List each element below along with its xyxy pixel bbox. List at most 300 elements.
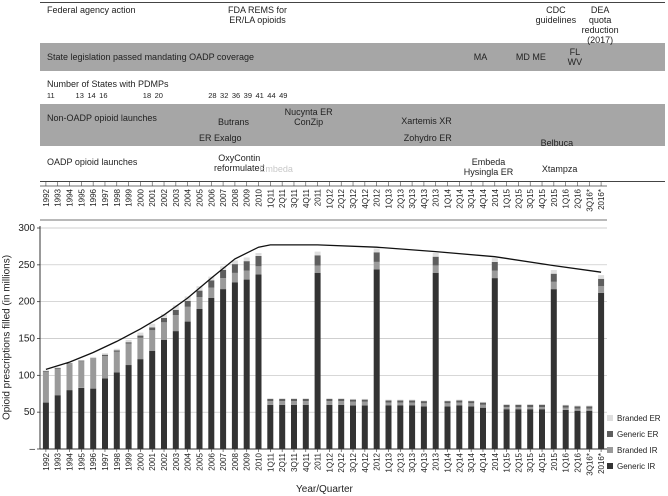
x-tick-label-1993: 1993 (53, 453, 63, 471)
top-tick-label-2001: 2001 (148, 189, 158, 207)
bar-branded-ir-2009 (244, 271, 250, 280)
bar-generic-er-1q12 (326, 399, 332, 401)
top-tick-label-2q12: 2Q12 (337, 189, 347, 209)
top-tick-label-2015: 2015 (549, 189, 559, 207)
legend-item-branded-ir (607, 446, 657, 456)
bar-generic-ir-3q16 (586, 411, 592, 449)
pdmp-count-11: 11 (46, 91, 55, 100)
bar-generic-ir-2q14 (456, 406, 462, 450)
event-state-ma: MA (473, 52, 488, 62)
top-tick-label-2q13: 2Q13 (396, 189, 406, 209)
top-tick-label-2003: 2003 (171, 189, 181, 207)
legend-label-branded-ir: Branded IR (617, 446, 658, 455)
bar-branded-er-2q14 (456, 400, 462, 401)
top-tick-label-2q15: 2Q15 (514, 189, 524, 209)
top-tick-label-2008: 2008 (230, 189, 240, 207)
x-tick-label-4q14: 4Q14 (478, 453, 488, 473)
bar-branded-ir-1q15 (504, 407, 510, 409)
top-tick-label-1996: 1996 (89, 189, 99, 207)
bar-generic-ir-4q12 (362, 406, 368, 450)
bar-generic-er-1997 (102, 355, 108, 357)
pdmp-count-41: 41 (255, 91, 264, 100)
bar-generic-ir-4q11 (303, 405, 309, 449)
bar-branded-er-1q14 (445, 400, 451, 401)
bar-branded-ir-3q12 (350, 402, 356, 406)
bar-generic-er-2009 (244, 261, 250, 271)
x-tick-label-2005: 2005 (195, 453, 205, 471)
pdmp-count-49: 49 (279, 91, 288, 100)
bar-branded-ir-2007 (220, 278, 226, 289)
x-tick-label-3q15: 3Q15 (526, 453, 536, 473)
bar-generic-ir-2001 (149, 351, 155, 449)
bar-branded-ir-2001 (149, 330, 155, 351)
pdmp-count-13: 13 (75, 91, 84, 100)
x-tick-label-1996: 1996 (89, 453, 99, 471)
x-tick-label-1995: 1995 (77, 453, 87, 471)
x-tick-label-2010: 2010 (254, 453, 264, 471)
top-tick-label-2007: 2007 (219, 189, 229, 207)
bar-branded-er-1993 (55, 367, 61, 368)
x-tick-label-2004: 2004 (183, 453, 193, 471)
bar-generic-ir-3q13 (409, 406, 415, 450)
legend-item-branded-er (607, 414, 661, 424)
bar-generic-er-3q11 (291, 399, 297, 401)
bar-generic-er-3q12 (350, 400, 356, 402)
bar-generic-er-4q15 (539, 405, 545, 407)
bar-branded-er-4q15 (539, 404, 545, 405)
top-tick-label-1999: 1999 (124, 189, 134, 207)
x-tick-label-2000: 2000 (136, 453, 146, 471)
bar-branded-er-1998 (114, 349, 120, 351)
bar-branded-ir-2011 (315, 266, 321, 273)
bar-generic-er-2q13 (397, 400, 403, 402)
top-tick-label-4q13: 4Q13 (419, 189, 429, 209)
bar-generic-er-1993 (55, 368, 61, 369)
x-tick-label-2003: 2003 (171, 453, 181, 471)
bar-branded-er-4q14 (480, 402, 486, 403)
event-state-fl-wv: FL WV (567, 47, 583, 67)
bar-branded-er-2010 (256, 253, 262, 256)
bar-generic-er-2015 (551, 274, 557, 282)
pdmp-count-39: 39 (243, 91, 252, 100)
bar-generic-ir-1994 (67, 390, 73, 449)
bar-generic-er-4q11 (303, 399, 309, 401)
pdmp-count-44: 44 (267, 91, 276, 100)
bar-generic-er-4q13 (421, 401, 427, 403)
bar-branded-er-3q15 (527, 404, 533, 405)
bar-generic-er-2016 (598, 279, 604, 286)
top-tick-label-2q11: 2Q11 (278, 189, 288, 208)
bar-branded-ir-1992 (43, 372, 49, 403)
bar-branded-er-3q11 (291, 398, 297, 399)
event-er-exalgo: ER Exalgo (199, 133, 242, 143)
bar-generic-er-1992 (43, 371, 49, 372)
top-tick-label-1997: 1997 (100, 189, 110, 207)
x-tick-label-2q13: 2Q13 (396, 453, 406, 473)
x-tick-label-1999: 1999 (124, 453, 134, 471)
x-tick-label-1q13: 1Q13 (384, 453, 394, 473)
y-tick-label-0: – (29, 444, 35, 455)
bar-generic-ir-1998 (114, 372, 120, 449)
bar-branded-er-2016 (598, 275, 604, 279)
bar-branded-ir-1q16 (563, 408, 569, 410)
y-axis-title: Opioid prescriptions filled (in millions) (1, 254, 13, 421)
bar-generic-ir-4q15 (539, 409, 545, 449)
pdmp-count-36: 36 (231, 91, 241, 100)
federal-agency-heading: Federal agency action (47, 5, 136, 15)
x-tick-label-4q13: 4Q13 (419, 453, 429, 473)
bar-generic-er-1996 (90, 358, 96, 359)
y-tick-label-250: 250 (18, 259, 35, 271)
top-tick-label-1q16: 1Q16 (561, 189, 571, 209)
bar-branded-ir-4q15 (539, 407, 545, 409)
state-legislation-heading: State legislation passed mandating OADP coverage (47, 52, 254, 62)
bar-branded-ir-2010 (256, 266, 262, 274)
x-tick-label-3q14: 3Q14 (467, 453, 477, 473)
bar-branded-er-2q12 (338, 398, 344, 399)
bar-branded-ir-2014 (492, 271, 498, 278)
bar-branded-er-3q16 (586, 406, 592, 407)
bar-branded-er-1q16 (563, 405, 569, 406)
bar-generic-er-2q11 (279, 399, 285, 401)
top-tick-label-1q12: 1Q12 (325, 189, 335, 209)
x-tick-label-2009: 2009 (242, 453, 252, 471)
x-tick-label-1994: 1994 (65, 453, 75, 471)
bar-branded-ir-2q15 (515, 407, 521, 409)
bar-branded-er-2011 (315, 252, 321, 256)
bar-branded-ir-2002 (161, 322, 167, 340)
legend-label-branded-er: Branded ER (617, 414, 661, 423)
bar-branded-er-3q14 (468, 400, 474, 401)
bar-generic-er-2q14 (456, 400, 462, 402)
x-tick-label-3q12: 3Q12 (349, 453, 359, 473)
bar-generic-er-3q13 (409, 400, 415, 402)
x-tick-label-4q12: 4Q12 (360, 453, 370, 473)
bar-generic-er-2000 (137, 336, 143, 338)
bar-generic-ir-2012 (374, 269, 380, 449)
event-zohydro-er: Zohydro ER (403, 133, 452, 143)
bar-branded-ir-2q13 (397, 403, 403, 406)
bar-branded-ir-2000 (137, 338, 143, 359)
bar-generic-ir-3q15 (527, 409, 533, 449)
bar-branded-er-1999 (126, 340, 132, 342)
bar-generic-er-2013 (433, 257, 439, 266)
bar-generic-ir-1q12 (326, 405, 332, 449)
bar-generic-ir-2q13 (397, 406, 403, 450)
event-nucynta-conzip: Nucynta ER ConZip (284, 107, 333, 127)
x-tick-label-3q16: 3Q16* (585, 453, 595, 476)
bar-generic-ir-1q16 (563, 410, 569, 449)
bar-branded-er-2015 (551, 270, 557, 274)
x-tick-label-1998: 1998 (112, 453, 122, 471)
bar-generic-er-1q16 (563, 406, 569, 408)
bar-generic-er-2014 (492, 262, 498, 271)
bar-branded-er-2q15 (515, 404, 521, 405)
x-tick-label-2006: 2006 (207, 453, 217, 471)
bar-generic-ir-1993 (55, 395, 61, 449)
legend-swatch-generic-ir (607, 463, 613, 469)
event-state-md-me: MD ME (515, 52, 546, 62)
bar-branded-er-2000 (137, 333, 143, 336)
x-tick-label-2012: 2012 (372, 453, 382, 471)
bar-branded-ir-3q11 (291, 401, 297, 405)
bar-branded-ir-2q14 (456, 403, 462, 406)
legend-item-generic-ir (607, 462, 655, 472)
bar-branded-er-1q11 (267, 398, 273, 399)
bar-branded-er-2q11 (279, 398, 285, 399)
bar-branded-er-4q11 (303, 398, 309, 399)
bar-branded-ir-2004 (185, 307, 191, 322)
bar-generic-er-1q15 (504, 405, 510, 407)
oadp-heading: OADP opioid launches (47, 157, 138, 167)
bar-generic-er-3q16 (586, 406, 592, 408)
bar-generic-ir-1996 (90, 389, 96, 449)
bar-branded-ir-3q16 (586, 409, 592, 411)
bar-generic-ir-4q13 (421, 406, 427, 449)
bar-branded-er-4q13 (421, 400, 427, 401)
bar-branded-ir-2012 (374, 262, 380, 269)
bar-branded-er-1997 (102, 353, 108, 355)
bar-branded-ir-1996 (90, 359, 96, 389)
pdmp-count-28: 28 (208, 91, 217, 100)
x-tick-label-2002: 2002 (160, 453, 170, 471)
bar-generic-er-2002 (161, 318, 167, 322)
bar-generic-er-1998 (114, 350, 120, 352)
bar-generic-er-1q11 (267, 399, 273, 401)
bar-generic-ir-2005 (197, 309, 203, 449)
event-belbuca: Belbuca (540, 138, 574, 148)
pdmp-count-14: 14 (87, 91, 96, 100)
bar-generic-ir-2q15 (515, 409, 521, 449)
bar-generic-ir-2008 (232, 283, 238, 450)
x-tick-label-1q11: 1Q11 (266, 453, 276, 472)
bar-generic-ir-2013 (433, 273, 439, 449)
bar-branded-ir-2008 (232, 273, 238, 283)
top-tick-label-2000: 2000 (136, 189, 146, 207)
top-tick-label-1995: 1995 (77, 189, 87, 207)
bar-branded-er-2014 (492, 258, 498, 262)
event-dea-quota-reduction: DEA quota reduction (2017) (581, 5, 619, 45)
bar-generic-ir-1997 (102, 378, 108, 449)
bar-generic-ir-1995 (78, 388, 84, 449)
x-tick-label-1q15: 1Q15 (502, 453, 512, 473)
bar-branded-ir-1q13 (386, 403, 392, 406)
bar-branded-er-2q16 (575, 406, 581, 407)
event-fda-rems: FDA REMS for ER/LA opioids (228, 5, 288, 25)
bar-branded-er-1q13 (386, 400, 392, 401)
bar-branded-er-1992 (43, 370, 49, 371)
bar-branded-er-2001 (149, 324, 155, 328)
bar-branded-ir-3q13 (409, 403, 415, 406)
bar-branded-er-3q12 (350, 399, 356, 400)
top-tick-label-2011: 2011 (313, 189, 323, 207)
bar-generic-ir-3q11 (291, 405, 297, 449)
top-tick-label-2010: 2010 (254, 189, 264, 207)
bar-branded-ir-1998 (114, 352, 120, 373)
bar-branded-er-1q12 (326, 398, 332, 399)
y-tick-label-200: 200 (18, 296, 35, 308)
bar-generic-ir-2q11 (279, 405, 285, 449)
bar-generic-ir-1q11 (267, 405, 273, 449)
bar-branded-ir-1993 (55, 369, 61, 396)
bar-generic-er-1995 (78, 361, 84, 362)
bar-generic-er-2010 (256, 256, 262, 266)
pdmp-count-16: 16 (99, 91, 108, 100)
bar-branded-ir-1999 (126, 344, 132, 365)
bar-generic-er-2011 (315, 255, 321, 265)
top-tick-label-2013: 2013 (431, 189, 441, 207)
bar-branded-ir-2q11 (279, 401, 285, 405)
bar-generic-er-2q15 (515, 405, 521, 407)
bar-generic-er-3q15 (527, 405, 533, 407)
x-tick-label-2008: 2008 (230, 453, 240, 471)
bar-generic-er-2003 (173, 310, 179, 315)
x-tick-label-4q15: 4Q15 (538, 453, 548, 473)
bar-generic-ir-2003 (173, 331, 179, 449)
top-tick-label-1q15: 1Q15 (502, 189, 512, 209)
bar-branded-ir-2015 (551, 282, 557, 289)
top-tick-label-1992: 1992 (41, 189, 51, 207)
legend-swatch-branded-er (607, 415, 613, 421)
y-tick-label-150: 150 (18, 333, 35, 345)
bar-branded-ir-3q15 (527, 407, 533, 409)
pdmp-count-18: 18 (142, 91, 152, 100)
legend-item-generic-er (607, 430, 658, 440)
bar-generic-er-2005 (197, 291, 203, 298)
bar-branded-er-1q15 (504, 404, 510, 405)
bar-generic-ir-2002 (161, 340, 167, 449)
top-tick-label-1993: 1993 (53, 189, 63, 207)
bar-generic-er-1q14 (445, 401, 451, 403)
top-tick-label-3q16: 3Q16* (585, 189, 595, 212)
bar-generic-er-2001 (149, 327, 155, 330)
bar-generic-er-1994 (67, 364, 73, 365)
bar-generic-ir-1q15 (504, 409, 510, 449)
y-tick-label-300: 300 (18, 223, 35, 234)
bar-branded-ir-1995 (78, 361, 84, 388)
bar-generic-ir-1q14 (445, 406, 451, 449)
event-butrans: Butrans (218, 117, 250, 127)
bar-generic-er-1q13 (386, 400, 392, 402)
x-tick-label-1q14: 1Q14 (443, 453, 453, 473)
bar-generic-ir-2006 (208, 298, 214, 449)
y-tick-label-100: 100 (18, 370, 35, 382)
non-oadp-heading: Non-OADP opioid launches (47, 113, 157, 123)
top-tick-label-4q11: 4Q11 (301, 189, 311, 208)
bar-branded-ir-2005 (197, 297, 203, 309)
x-tick-label-1992: 1992 (41, 453, 51, 471)
bar-generic-ir-1992 (43, 403, 49, 449)
bar-generic-er-4q12 (362, 400, 368, 402)
top-tick-label-3q15: 3Q15 (526, 189, 536, 209)
bar-generic-ir-2007 (220, 289, 226, 449)
x-tick-label-2q14: 2Q14 (455, 453, 465, 473)
bar-generic-ir-1999 (126, 365, 132, 449)
bar-branded-er-2012 (374, 249, 380, 253)
legend-label-generic-er: Generic ER (617, 430, 659, 439)
top-tick-label-3q12: 3Q12 (349, 189, 359, 209)
bar-branded-er-2q13 (397, 400, 403, 401)
bar-generic-er-4q14 (480, 403, 486, 405)
bar-generic-er-2008 (232, 264, 238, 273)
top-tick-label-2q14: 2Q14 (455, 189, 465, 209)
top-tick-label-1994: 1994 (65, 189, 75, 207)
x-tick-label-1q12: 1Q12 (325, 453, 335, 473)
bar-generic-ir-2016 (598, 293, 604, 449)
x-tick-label-1q16: 1Q16 (561, 453, 571, 473)
top-tick-label-1q13: 1Q13 (384, 189, 394, 209)
bar-branded-ir-2006 (208, 288, 214, 298)
bar-generic-ir-2010 (256, 274, 262, 449)
event-xtampza: Xtampza (541, 164, 578, 174)
bar-branded-ir-1q14 (445, 403, 451, 406)
legend-swatch-branded-ir (607, 447, 613, 453)
bar-generic-er-3q14 (468, 401, 474, 403)
bar-generic-er-1999 (126, 342, 132, 344)
bar-branded-ir-4q14 (480, 405, 486, 408)
bar-branded-ir-2003 (173, 315, 179, 331)
bar-branded-ir-4q11 (303, 401, 309, 405)
bar-branded-ir-2q12 (338, 401, 344, 405)
bar-branded-ir-1q12 (326, 401, 332, 405)
bar-branded-ir-2013 (433, 266, 439, 273)
top-tick-label-3q11: 3Q11 (289, 189, 299, 208)
event-cdc-guidelines: CDC guidelines (535, 5, 577, 25)
bar-generic-ir-2q16 (575, 411, 581, 449)
x-tick-label-2001: 2001 (148, 453, 158, 471)
bar-branded-ir-1997 (102, 356, 108, 378)
bar-generic-ir-2000 (137, 359, 143, 449)
bar-generic-ir-2011 (315, 273, 321, 449)
x-tick-label-2016: 2016* (597, 453, 607, 474)
x-tick-label-2q15: 2Q15 (514, 453, 524, 473)
x-tick-label-2013: 2013 (431, 453, 441, 471)
bar-branded-ir-2q16 (575, 409, 581, 411)
bar-generic-er-2q12 (338, 399, 344, 401)
x-axis-title: Year/Quarter (296, 484, 353, 495)
top-tick-label-2q16: 2Q16 (573, 189, 583, 209)
pdmp-count-32: 32 (220, 91, 229, 100)
x-tick-label-3q13: 3Q13 (408, 453, 418, 473)
bar-generic-ir-3q14 (468, 406, 474, 449)
bar-generic-ir-2004 (185, 322, 191, 449)
bar-branded-er-2009 (244, 258, 250, 262)
event-embeda-hysingla: Embeda Hysingla ER (463, 157, 514, 177)
top-tick-label-2014: 2014 (490, 189, 500, 207)
bar-generic-er-2006 (208, 280, 214, 287)
x-tick-label-2q12: 2Q12 (337, 453, 347, 473)
event-oxycontin-reformulated: OxyContin reformulated (214, 153, 265, 173)
x-tick-label-2011: 2011 (313, 453, 323, 471)
bar-generic-er-2q16 (575, 406, 581, 408)
pdmp-count-20: 20 (154, 91, 163, 100)
bar-generic-er-2004 (185, 301, 191, 307)
x-tick-label-2014: 2014 (490, 453, 500, 471)
top-tick-label-4q14: 4Q14 (478, 189, 488, 209)
top-tick-label-3q14: 3Q14 (467, 189, 477, 209)
bar-generic-ir-2q12 (338, 405, 344, 449)
x-tick-label-1997: 1997 (100, 453, 110, 471)
top-tick-label-2012: 2012 (372, 189, 382, 207)
x-tick-label-2015: 2015 (549, 453, 559, 471)
bar-branded-ir-1994 (67, 364, 73, 390)
bar-branded-ir-4q12 (362, 402, 368, 406)
event-xartemis-xr: Xartemis XR (401, 116, 452, 126)
top-tick-label-2009: 2009 (242, 189, 252, 207)
top-tick-label-2016: 2016* (597, 189, 607, 210)
bar-branded-ir-1q11 (267, 401, 273, 405)
top-tick-label-1q11: 1Q11 (266, 189, 276, 208)
